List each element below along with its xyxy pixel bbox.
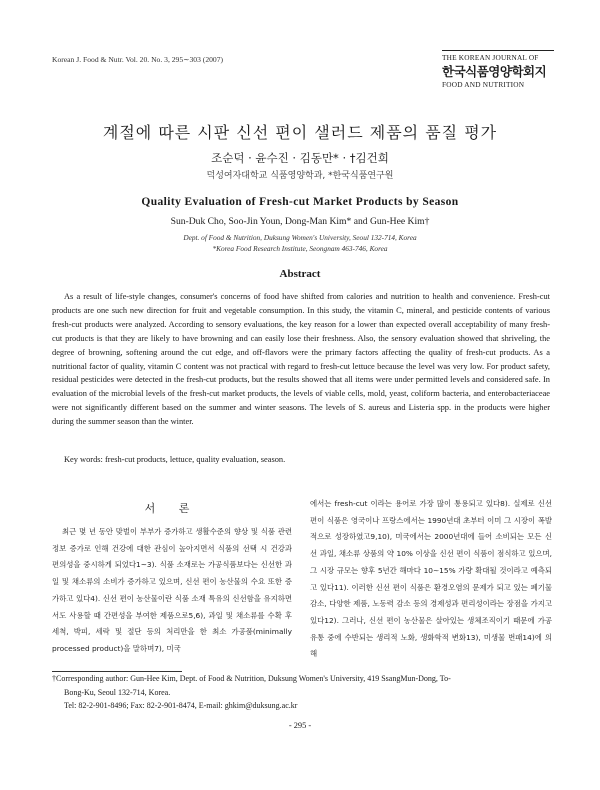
- affiliation-kr: 덕성여자대학교 식품영양학과, *한국식품연구원: [206, 171, 394, 181]
- corresponding-author-footnote: [52, 672, 552, 713]
- keywords: Key words: fresh-cut products, lettuce, quality evaluation, season.: [64, 455, 286, 464]
- left-column: [52, 500, 292, 658]
- abstract-heading: Abstract: [279, 268, 321, 280]
- footnote-line-3: Tel: 82-2-901-8496; Fax: 82-2-901-8474, E-mail: ghkim@duksung.ac.kr: [64, 701, 298, 710]
- journal-citation: Korean J. Food & Nutr. Vol. 20. No. 3, 295∼303 (2007): [52, 55, 224, 64]
- authors-kr: 조순덕 · 윤수진 · 김동만* · †김건희: [211, 151, 389, 165]
- footnote-line-1: †Corresponding author: Gun-Hee Kim, Dept. of Food & Nutrition, Duksung Women's University, 419 SsangMun-Dong, To-: [52, 674, 451, 683]
- introduction-text-right: 에서는 fresh-cut 이라는 용어로 가장 많이 통용되고 있다8). 실제로 신선 편이 식품은 영국이나 프랑스에서는 1990년대 초부터 이미 그 시장이 폭발적으로 성장하였고9,10), 미국에서는 2000년대에 들어 소비되는 모든 신선 과일, 채소류 상품의 약 10% 이상을 신선 편이 식품이 점식하고 있으며, 그 시장 규모는 향후 5년간 해마다 10∼15% 가량 확대될 것이라고 예측되고 있다11). 이러한 신선 편이 식품은 환경오염의 문제가 되고 있는 폐기물 감소, 다양한 제품, 노동력 감소 등의 경제성과 편리성이라는 장점을 가지고 있다12). 그러나, 신선 편이 농산물은 살아있는 생체조직이기 때문에 가공 유통 중에 수반되는 생리적 노화, 생화학적 변화13), 미생물 번패14)에 의해: [310, 499, 552, 659]
- journal-name-en2: FOOD AND NUTRITION: [442, 80, 525, 89]
- paper-title-en: Quality Evaluation of Fresh-cut Market Products by Season: [141, 196, 459, 208]
- paper-title-kr: 계절에 따른 시판 신선 편이 샐러드 제품의 품질 평가: [102, 123, 498, 142]
- authors-en: Sun-Duk Cho, Soo-Jin Youn, Dong-Man Kim* and Gun-Hee Kim†: [170, 216, 430, 227]
- footnote-line-2: Bong-Ku, Seoul 132-714, Korea.: [64, 687, 171, 697]
- abstract-body: As a result of life-style changes, consumer's concerns of food have shifted from calories and nutrition to health and convenience. Fresh-cut products are one such new direction for fruit and vegetable consumption. In this study, the vitamin C, mineral, and pesticide contents of various fresh-cut products were analyzed. According to sensory evaluations, the key reason for a lower than expected overall acceptability of many fresh-cut products is that they are likely to have browning and can easily lose their freshness. Also, the sensory evaluation showed that shriveling, the degree of browning, softening around the cut edge, and off-flavors were the primary factors affecting the quality of fresh-cut products. As a nutritional factor of quality, vitamin C content was not practical with regard to fresh-cut lettuce because the level was very low. For product safety, residual pesticides were detected in the fresh-cut products, but the results showed that all items were under permitted levels and considered safe. In evaluation of the microbial levels of the fresh-cut market products, the levels of viable cells, mold, yeast, coliform bacteria, and enterobacteriaceae were not significantly different based on the summer and winter seasons. The levels of S. aureus and Listeria spp. in the products were higher during the summer season than the winter.: [52, 292, 550, 427]
- section-heading-introduction: 서 론: [144, 502, 200, 515]
- journal-name-en: THE KOREAN JOURNAL OF: [442, 53, 539, 62]
- introduction-text-left: 최근 몇 년 동안 맞벌이 부부가 증가하고 생활수준의 향상 및 식품 관련 정보 증가로 인해 건강에 대한 관심이 높아지면서 식품의 선택 시 건강과 편의성을 중시하게 되었다1~3). 식품 소재로는 가공식품보다는 신선한 과일 및 채소류의 소비가 증가하고 있으며, 신선 편이 농산물의 수요 또한 증가하고 있다4). 신선 편이 농산물이란 식품 소재 특유의 신선함을 유지하면서도 사용할 때 간편성을 부여한 제품으로5,6), 과일 및 채소류를 수확 후 세척, 박피, 세락 및 절단 등의 처리만을 한 최소 가공품(minimally processed product)을 말하며7), 미국: [52, 527, 292, 653]
- journal-masthead: [442, 50, 554, 89]
- affiliation-dept: Dept. of Food & Nutrition, Duksung Women's University, Seoul 132-714, Korea: [183, 233, 417, 242]
- right-column: [310, 496, 552, 663]
- journal-name-kr: 한국식품영양학회지: [442, 64, 547, 79]
- page-number: - 295 -: [288, 721, 312, 730]
- masthead-rule: [442, 50, 554, 51]
- affiliation-kfri: *Korea Food Research Institute, Seongnam 463-746, Korea: [212, 244, 388, 253]
